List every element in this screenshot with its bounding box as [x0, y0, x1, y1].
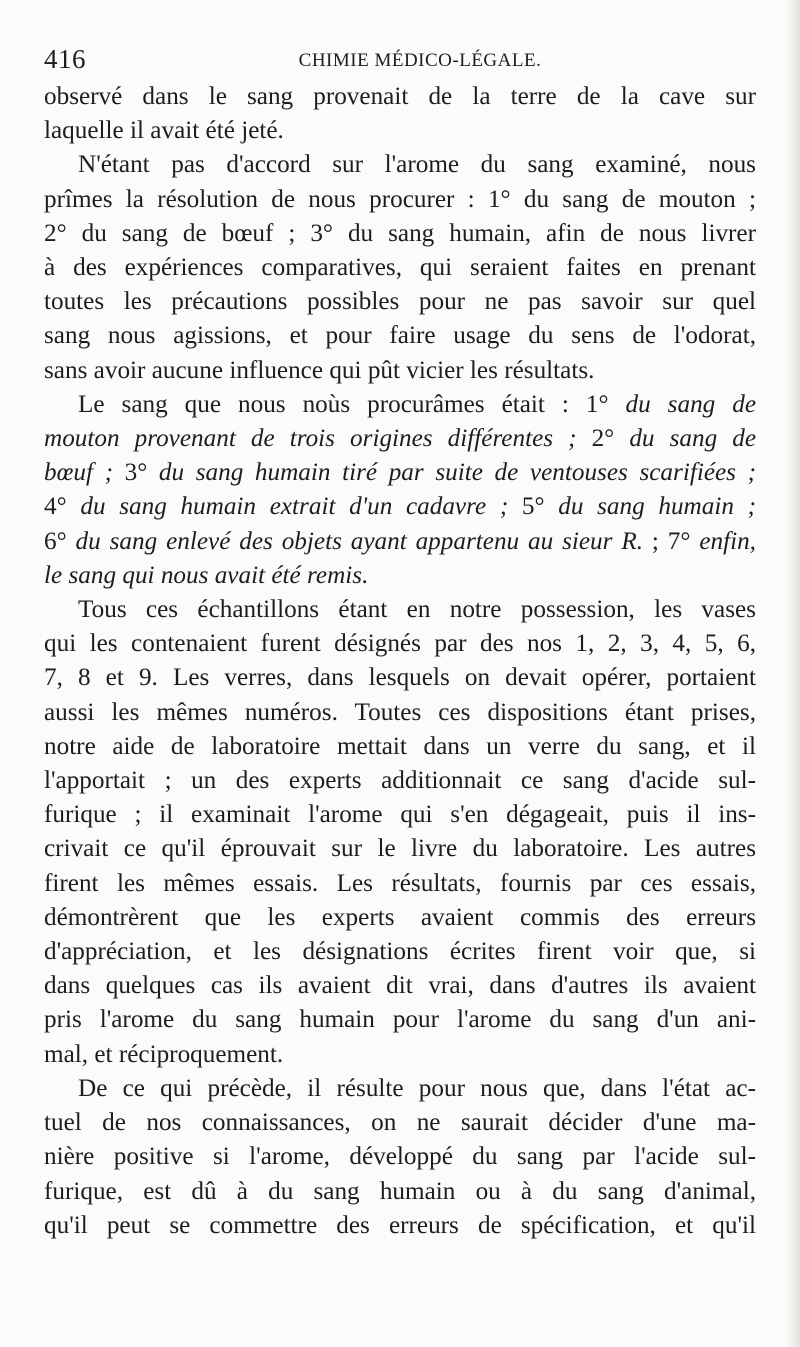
body-text — [44, 80, 756, 1243]
italic-span: du sang humain tiré par suite de ventouses scarifiées ; — [158, 459, 756, 487]
text-line: laquelle il avait été jeté. — [44, 117, 284, 145]
text-line — [44, 490, 756, 524]
page-number: 416 — [44, 44, 86, 74]
text-line: 7, 8 et 9. Les verres, dans lesquels on devait opérer, portaient — [44, 664, 756, 692]
text-line: tuel de nos connaissances, on ne saurait décider d'une ma- — [44, 1109, 756, 1137]
text-line: nière positive si l'arome, développé du sang par l'acide sul- — [44, 1143, 756, 1171]
text-line: démontrèrent que les experts avaient commis des erreurs — [44, 903, 756, 931]
text-line: Tous ces échantillons étant en notre possession, les vases — [78, 596, 756, 624]
text-line: sans avoir aucune influence qui pût vicier les résultats. — [44, 356, 595, 384]
text-line — [44, 456, 756, 490]
text-span: ; 7° — [643, 527, 700, 555]
italic-span: du sang humain extrait d'un cadavre ; — [80, 493, 509, 521]
page-header — [44, 40, 756, 80]
italic-span: du sang humain ; — [558, 493, 756, 521]
text-line: qui les contenaient furent désignés par des nos 1, 2, 3, 4, 5, 6, — [44, 630, 756, 658]
text-line: sang nous agissions, et pour faire usage du sens de l'odorat, — [44, 322, 756, 350]
italic-span: enfin, — [699, 527, 756, 555]
text-line: d'appréciation, et les désignations écrites firent voir que, si — [44, 938, 756, 966]
text-line — [44, 422, 756, 456]
text-line: qu'il peut se commettre des erreurs de spécification, et qu'il — [44, 1211, 756, 1239]
text-span: 6° — [44, 527, 76, 555]
text-line: crivait ce qu'il éprouvait sur le livre du laboratoire. Les autres — [44, 835, 756, 863]
text-span: 3° — [113, 459, 159, 487]
text-line: prîmes la résolution de nous procurer : 1° du sang de mouton ; — [44, 185, 756, 213]
italic-span: du sang de — [629, 425, 757, 453]
text-line — [44, 559, 756, 593]
text-span: 5° — [508, 493, 559, 521]
text-line: aussi les mêmes numéros. Toutes ces dispositions étant prises, — [44, 698, 756, 726]
text-line: mal, et réciproquement. — [44, 1040, 284, 1068]
italic-span: bœuf ; — [44, 459, 113, 487]
italic-span: du sang enlevé des objets ayant appartenu au sieur R. — [75, 527, 644, 555]
text-line — [44, 525, 756, 559]
text-line: toutes les précautions possibles pour ne pas savoir sur quel — [44, 288, 756, 316]
text-line: l'apportait ; un des experts additionnait ce sang d'acide sul- — [44, 767, 756, 795]
text-line: N'étant pas d'accord sur l'arome du sang examiné, nous — [78, 151, 756, 179]
italic-span: du sang de — [625, 390, 756, 418]
text-span: 2° — [576, 425, 630, 453]
text-line: à des expériences comparatives, qui seraient faites en prenant — [44, 254, 756, 282]
running-head: CHIMIE MÉDICO-LÉGALE. — [298, 50, 542, 71]
text-line: furique, est dû à du sang humain ou à du sang d'animal, — [44, 1177, 756, 1205]
text-line: firent les mêmes essais. Les résultats, fournis par ces essais, — [44, 869, 756, 897]
italic-span: le sang qui nous avait été remis. — [44, 561, 369, 589]
text-line: observé dans le sang provenait de la terre de la cave sur — [44, 83, 756, 110]
text-span: Le sang que nous noùs procurâmes était : 1° — [78, 390, 626, 418]
text-line: notre aide de laboratoire mettait dans un verre du sang, et il — [44, 732, 756, 760]
text-line — [44, 388, 756, 422]
text-line: 2° du sang de bœuf ; 3° du sang humain, afin de nous livrer — [44, 219, 756, 247]
text-line: pris l'arome du sang humain pour l'arome du sang d'un ani- — [44, 1006, 756, 1034]
text-line: De ce qui précède, il résulte pour nous que, dans l'état ac- — [78, 1074, 756, 1102]
text-line: furique ; il examinait l'arome qui s'en dégageait, puis il ins- — [44, 801, 756, 829]
text-span: 4° — [44, 493, 81, 521]
text-line: dans quelques cas ils avaient dit vrai, dans d'autres ils avaient — [44, 972, 756, 1000]
italic-span: mouton provenant de trois origines différentes ; — [44, 425, 577, 453]
